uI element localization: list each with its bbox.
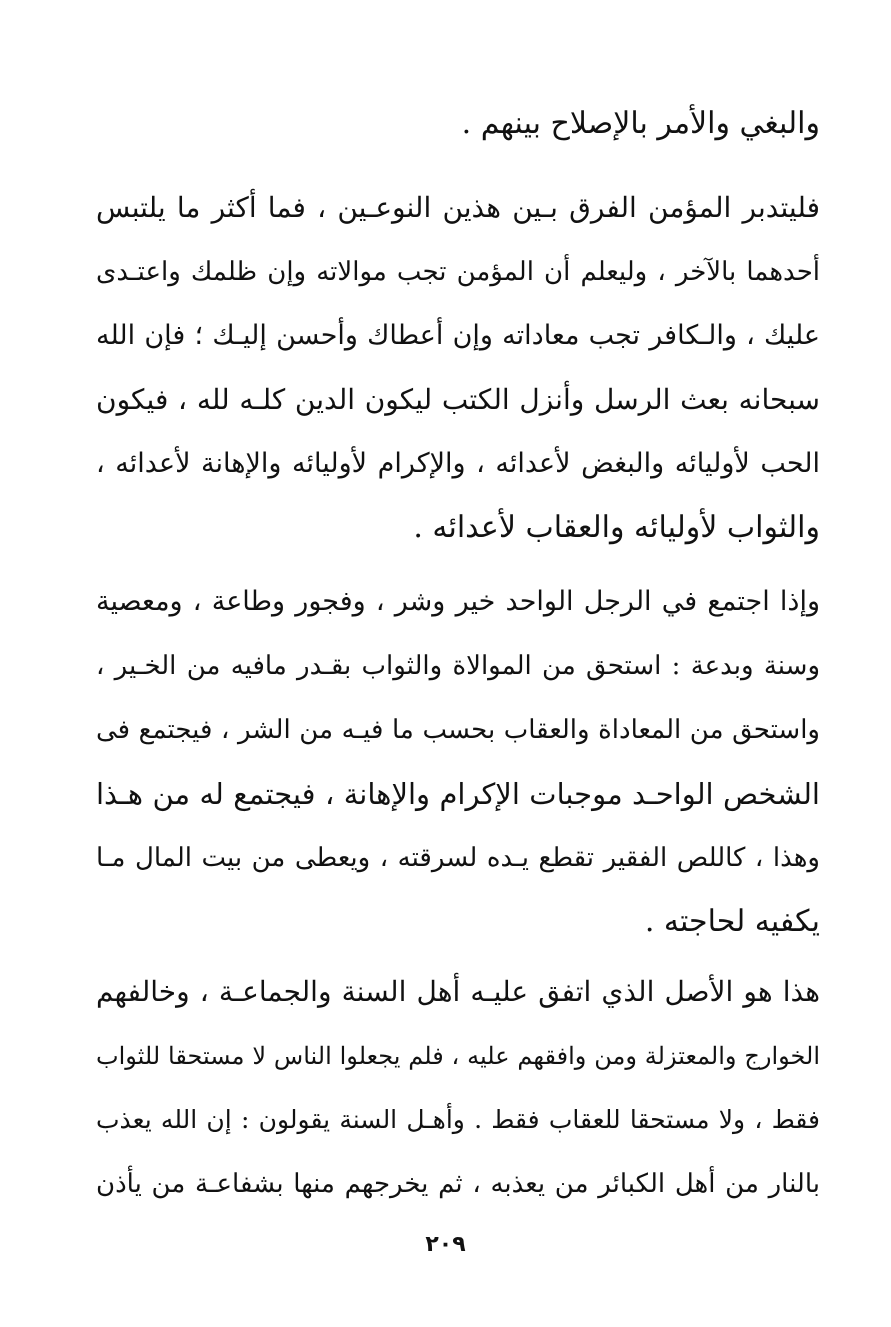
text-line: بالنار من أهل الكبائر من يعذبه ، ثم يخرجهم منها بشفاعـة من يأذن [96, 1169, 820, 1199]
text-line: فليتدبر المؤمن الفرق بـين هذين النوعـين ، فما أكثر ما يلتبس [96, 191, 820, 224]
paragraph-1 [96, 92, 820, 156]
text-line: واستحق من المعاداة والعقاب بحسب ما فيـه من الشر ، فيجتمع فى [96, 715, 820, 745]
paragraph-3 [96, 570, 820, 954]
text-line: وإذا اجتمع في الرجل الواحد خير وشر ، وفجور وطاعة ، ومعصية [96, 586, 820, 617]
text-line: والثواب لأوليائه والعقاب لأعدائه . [413, 510, 820, 545]
text-line: الخوارج والمعتزلة ومن وافقهم عليه ، فلم يجعلوا الناس لا مستحقا للثواب [96, 1042, 820, 1070]
text-line: والبغي والأمر بالإصلاح بينهم . [461, 106, 820, 141]
text-line: فقط ، ولا مستحقا للعقاب فقط . وأهـل السنة يقولون : إن الله يعذب [96, 1105, 820, 1134]
text-line: سبحانه بعث الرسل وأنزل الكتب ليكون الدين كلـه لله ، فيكون [96, 383, 820, 416]
text-line: أحدهما بالآخر ، وليعلم أن المؤمن تجب موالاته وإن ظلمك واعتـدى [96, 257, 820, 287]
text-line: يكفيه لحاجته . [644, 904, 820, 939]
text-line: هذا هو الأصل الذي اتفق عليـه أهل السنة والجماعـة ، وخالفهم [96, 975, 820, 1008]
text-line: وهذا ، كاللص الفقير تقطع يـده لسرقته ، ويعطى من بيت المال مـا [96, 843, 820, 873]
paragraph-text [96, 176, 820, 560]
paragraph-text [96, 570, 820, 954]
page-number: ٢٠٩ [425, 1232, 466, 1257]
paragraph-text [96, 960, 820, 1216]
text-line: الحب لأوليائه والبغض لأعدائه ، والإكرام لأوليائه والإهانة لأعدائه ، [96, 448, 820, 479]
text-line: الشخص الواحـد موجبات الإكرام والإهانة ، فيجتمع له من هـذا [96, 777, 820, 811]
paragraph-2 [96, 176, 820, 560]
paragraph-text [96, 92, 820, 156]
text-line: وسنة وبدعة : استحق من الموالاة والثواب بقـدر مافيه من الخـير ، [96, 651, 820, 681]
text-line: عليك ، والـكافر تجب معاداته وإن أعطاك وأحسن إليـك ؛ فإن الله [96, 320, 820, 351]
paragraph-4 [96, 960, 820, 1216]
